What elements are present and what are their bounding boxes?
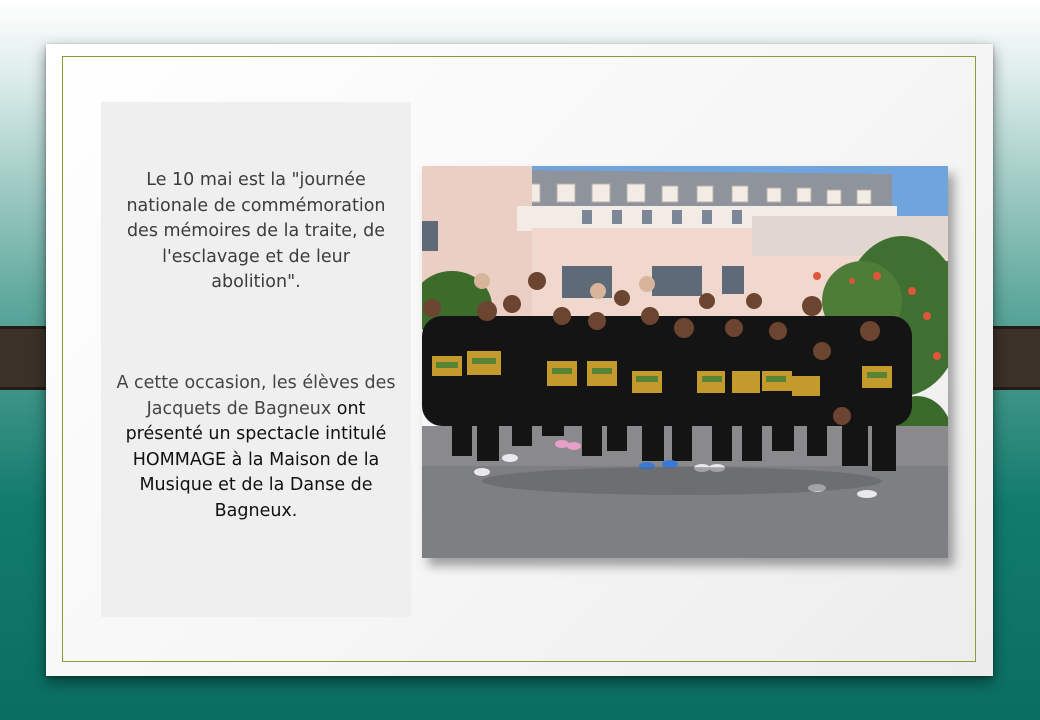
slide-card (46, 44, 993, 676)
group-photo-image (422, 166, 948, 558)
paragraph-performance (115, 371, 397, 524)
paragraph-commemoration: Le 10 mai est la "journée nationale de commémoration des mémoires de la traite, de l'esclavage et de leur abolition". (126, 170, 386, 292)
text-panel (101, 102, 411, 617)
paragraph-performance-intro: A cette occasion, les élèves des Jacquets de Bagneux (116, 373, 396, 419)
paragraph-performance-details: ont présenté un spectacle intitulé HOMMAGE à la Maison de la Musique et de la Danse de Bagneux. (125, 398, 387, 521)
group-photo-illustration (422, 166, 948, 558)
